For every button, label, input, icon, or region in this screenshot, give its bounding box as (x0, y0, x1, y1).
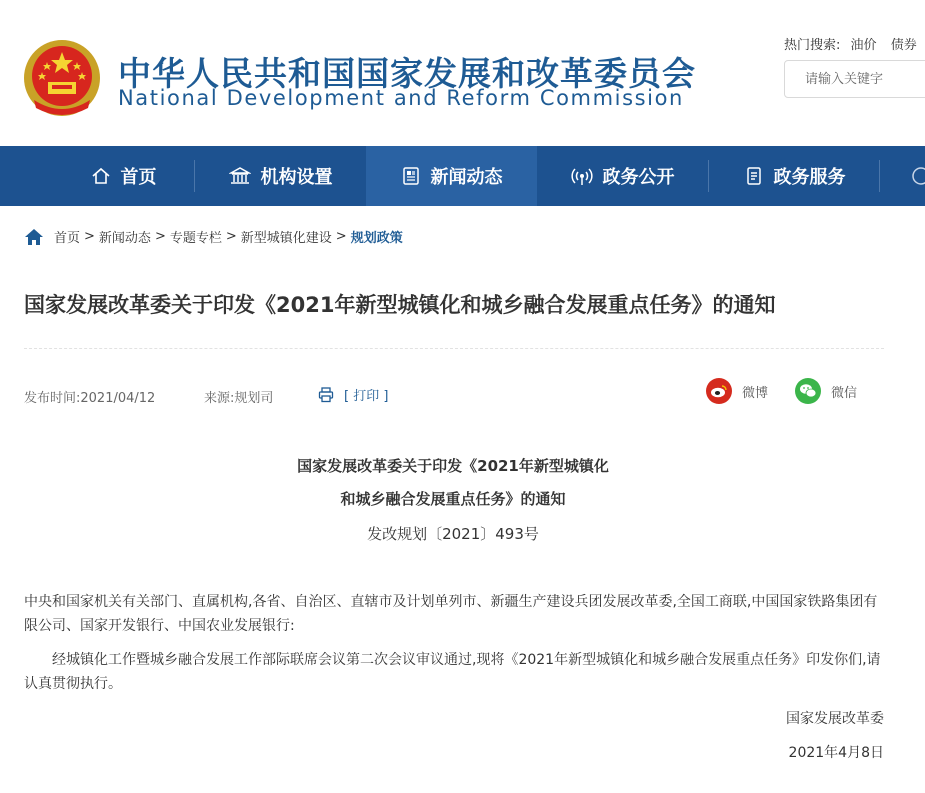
broadcast-icon (571, 166, 593, 186)
breadcrumb-planning-policy[interactable]: 规划政策 (350, 231, 403, 246)
site-header (0, 0, 925, 146)
site-title-cn[interactable]: 中华人民共和国国家发展和改革委员会 (118, 54, 696, 93)
title-divider (24, 348, 884, 349)
doc-number: 发改规划〔2021〕493号 (367, 525, 539, 543)
nav-divider (879, 160, 880, 192)
share-weibo-button[interactable] (706, 378, 768, 404)
signature: 国家发展改革委 (786, 711, 884, 727)
main-nav (0, 146, 925, 206)
publish-time: 发布时间:2021/04/12 (24, 391, 156, 406)
breadcrumb-news[interactable]: 新闻动态 (98, 231, 151, 246)
nav-item-home[interactable] (38, 146, 209, 206)
nav-item-label: 政务公开 (602, 167, 675, 188)
recipients-paragraph: 中央和国家机关有关部门、直属机构,各省、自治区、直辖市及计划单列市、新疆生产建设兵团发展改革委,全国工商联,中国国家铁路集团有限公司、国家开发银行、中国农业发展银行: (24, 594, 878, 634)
breadcrumb-separator: > (335, 229, 347, 244)
breadcrumb-home[interactable]: 首页 (54, 231, 81, 246)
hot-search-term[interactable]: 油价 (850, 38, 877, 53)
breadcrumb-separator: > (225, 229, 237, 244)
breadcrumb-separator: > (84, 229, 95, 244)
issue-date: 2021年4月8日 (788, 745, 884, 761)
nav-item-public-affairs[interactable] (537, 146, 708, 206)
site-title-en: National Development and Reform Commission (118, 86, 684, 110)
nav-item-news[interactable] (366, 146, 537, 206)
nav-item-label: 首页 (120, 167, 157, 188)
home-icon (91, 166, 111, 186)
printer-icon (318, 387, 334, 403)
breadcrumb-separator: > (154, 229, 166, 244)
breadcrumb (24, 227, 403, 246)
print-label: [ 打印 ] (344, 389, 389, 404)
print-button[interactable] (318, 385, 388, 404)
hot-search-term[interactable]: 债券 (890, 38, 917, 53)
search-input[interactable] (784, 60, 925, 98)
weibo-icon (706, 378, 732, 404)
doc-title-line1: 国家发展改革委关于印发《2021年新型城镇化 (297, 457, 609, 475)
nav-item-label: 政务服务 (773, 167, 846, 188)
clock-icon[interactable] (911, 166, 925, 186)
breadcrumb-special-topics[interactable]: 专题专栏 (169, 231, 222, 246)
hot-search (784, 34, 925, 53)
breadcrumb-urbanization[interactable]: 新型城镇化建设 (240, 231, 332, 246)
share-weibo-label: 微博 (742, 385, 769, 401)
body-paragraph: 经城镇化工作暨城乡融合发展工作部际联席会议第二次会议审议通过,现将《2021年新型城镇化和城乡融合发展重点任务》印发你们,请认真贯彻执行。 (24, 652, 881, 692)
wechat-icon (795, 378, 821, 404)
building-icon (229, 166, 251, 186)
nav-item-services[interactable] (709, 146, 880, 206)
news-icon (401, 166, 421, 186)
share-wechat-button[interactable] (795, 378, 857, 404)
nav-item-organization[interactable] (195, 146, 366, 206)
hot-search-label: 热门搜索: (784, 38, 841, 53)
national-emblem-icon[interactable] (22, 38, 102, 118)
doc-title-line2: 和城乡融合发展重点任务》的通知 (340, 490, 566, 508)
home-icon[interactable] (24, 228, 44, 246)
article-title: 国家发展改革委关于印发《2021年新型城镇化和城乡融合发展重点任务》的通知 (24, 293, 776, 317)
article-source: 来源:规划司 (204, 391, 274, 406)
nav-item-label: 新闻动态 (430, 167, 503, 188)
nav-item-label: 机构设置 (260, 167, 333, 188)
share-wechat-label: 微信 (831, 385, 858, 401)
document-icon (744, 166, 764, 186)
